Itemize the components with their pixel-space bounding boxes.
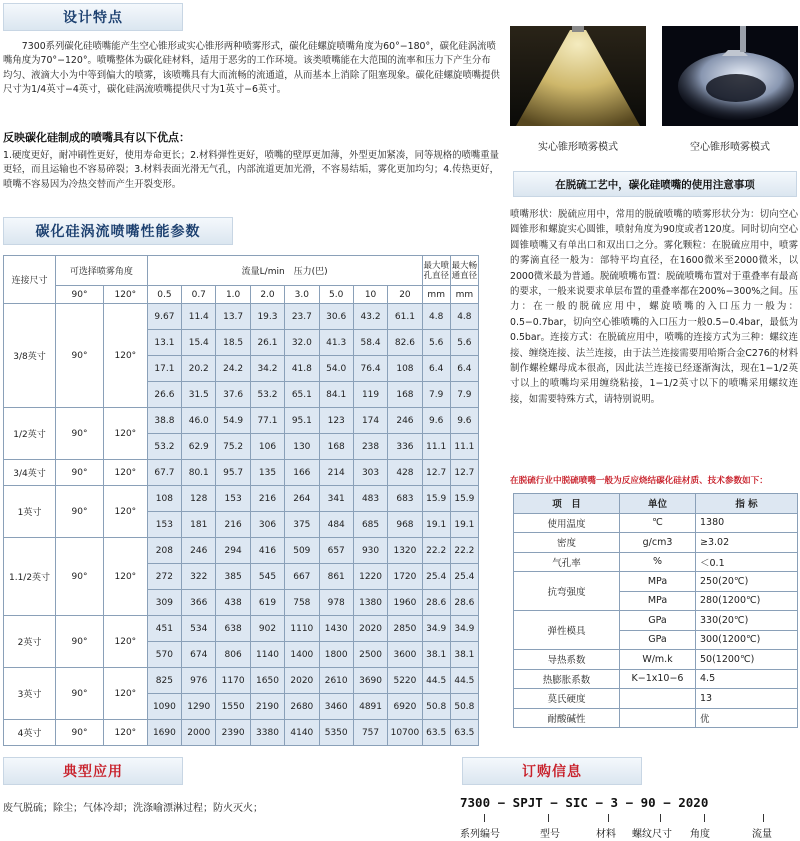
spec-unit: MPa xyxy=(620,591,696,611)
value-cell: 26.6 xyxy=(147,382,181,408)
value-cell: 15.9 xyxy=(422,486,450,512)
header-pressure: 1.0 xyxy=(216,286,250,304)
angle-120-cell: 120° xyxy=(103,616,147,668)
value-cell: 1690 xyxy=(147,720,181,746)
value-cell: 306 xyxy=(250,512,284,538)
value-cell: 1380 xyxy=(353,590,387,616)
table-row xyxy=(4,408,479,434)
value-cell: 4891 xyxy=(353,694,387,720)
size-cell: 1英寸 xyxy=(4,486,56,538)
value-cell: 38.8 xyxy=(147,408,181,434)
application-text: 废气脱硫；除尘；气体冷却；洗涤喻漂淋过程；防火灭火； xyxy=(3,803,263,814)
spec-value: 280(1200℃) xyxy=(696,591,798,611)
value-cell: 2610 xyxy=(319,668,353,694)
value-cell: 216 xyxy=(216,512,250,538)
value-cell: 67.7 xyxy=(147,460,181,486)
value-cell: 10700 xyxy=(388,720,422,746)
value-cell: 570 xyxy=(147,642,181,668)
value-cell: 9.6 xyxy=(422,408,450,434)
spec-value: 4.5 xyxy=(696,669,798,689)
value-cell: 18.5 xyxy=(216,330,250,356)
value-cell: 19.3 xyxy=(250,304,284,330)
spec-value: 330(20℃) xyxy=(696,611,798,631)
value-cell: 3460 xyxy=(319,694,353,720)
angle-90-cell: 90° xyxy=(56,538,104,616)
size-cell: 2英寸 xyxy=(4,616,56,668)
value-cell: 34.2 xyxy=(250,356,284,382)
angle-90-cell: 90° xyxy=(56,304,104,408)
spec-value: 50(1200℃) xyxy=(696,650,798,670)
header-max-hole: 最大喷孔直径 xyxy=(422,256,450,286)
value-cell: 119 xyxy=(353,382,387,408)
table-row xyxy=(4,616,479,642)
design-paragraph: 7300系列碳化硅喷嘴能产生空心锥形或实心锥形两种喷雾形式，碳化硅螺旋喷嘴角度为60°−180°，碳化硅涡流喷嘴角度为70°−120°。喷嘴整体为碳化硅材料，适用于恶劣的工作环境。该类喷嘴能在大范围的流率和压力下产生分布均匀、液滴大小为中等到偏大的喷雾，该喷嘴具有大而流畅的流通道，从而基本上消除了阻塞现象。碳化硅螺旋喷嘴提供尺寸为1/4英寸−4英寸，碳化硅涡流喷嘴提供尺寸为1英寸−6英寸。 xyxy=(3,41,500,96)
value-cell: 44.5 xyxy=(450,668,478,694)
value-cell: 5.6 xyxy=(422,330,450,356)
value-cell: 13.7 xyxy=(216,304,250,330)
value-cell: 1320 xyxy=(388,538,422,564)
value-cell: 58.4 xyxy=(353,330,387,356)
value-cell: 806 xyxy=(216,642,250,668)
value-cell: 238 xyxy=(353,434,387,460)
header-unit: mm xyxy=(450,286,478,304)
advantages-heading: 反映碳化硅制成的喷嘴具有以下优点： xyxy=(3,131,190,144)
advantages-paragraph: 1.硬度更好，耐冲刷性更好，使用寿命更长；2.材料弹性更好，喷嘴的壁厚更加薄，外型更加紧凑，同等规格的喷嘴重量更轻，而且运输也不容易碎裂；3.材料表面光滑无气孔，内部流道更加光滑，不容易结垢，雾化更加均匀；4.传热更好，喷嘴不容易因为冷热交替而产生开裂变形。 xyxy=(3,150,500,190)
value-cell: 12.7 xyxy=(450,460,478,486)
value-cell: 1720 xyxy=(388,564,422,590)
value-cell: 6.4 xyxy=(450,356,478,382)
value-cell: 1140 xyxy=(250,642,284,668)
value-cell: 5.6 xyxy=(450,330,478,356)
value-cell: 976 xyxy=(182,668,216,694)
value-cell: 41.3 xyxy=(319,330,353,356)
header-angle-120: 120° xyxy=(103,286,147,304)
size-cell: 3/8英寸 xyxy=(4,304,56,408)
spec-row xyxy=(514,689,798,709)
value-cell: 6920 xyxy=(388,694,422,720)
value-cell: 3380 xyxy=(250,720,284,746)
application-banner: 典型应用 xyxy=(3,757,183,785)
value-cell: 509 xyxy=(285,538,319,564)
value-cell: 84.1 xyxy=(319,382,353,408)
value-cell: 168 xyxy=(388,382,422,408)
value-cell: 375 xyxy=(285,512,319,538)
order-tick xyxy=(548,814,549,822)
order-label-series: 系列编号 xyxy=(460,829,500,840)
value-cell: 181 xyxy=(182,512,216,538)
spec-unit xyxy=(620,708,696,728)
header-pressure: 5.0 xyxy=(319,286,353,304)
spec-unit: GPa xyxy=(620,611,696,631)
value-cell: 1170 xyxy=(216,668,250,694)
value-cell: 1430 xyxy=(319,616,353,642)
angle-90-cell: 90° xyxy=(56,616,104,668)
angle-120-cell: 120° xyxy=(103,304,147,408)
value-cell: 5220 xyxy=(388,668,422,694)
header-pressure: 3.0 xyxy=(285,286,319,304)
value-cell: 153 xyxy=(147,512,181,538)
header-pressure: 0.7 xyxy=(182,286,216,304)
spec-row xyxy=(514,552,798,572)
spec-item: 密度 xyxy=(514,533,620,553)
header-angle-90: 90° xyxy=(56,286,104,304)
value-cell: 75.2 xyxy=(216,434,250,460)
value-cell: 65.1 xyxy=(285,382,319,408)
value-cell: 366 xyxy=(182,590,216,616)
spec-row xyxy=(514,513,798,533)
value-cell: 22.2 xyxy=(450,538,478,564)
performance-banner: 碳化硅涡流喷嘴性能参数 xyxy=(3,217,233,245)
size-cell: 1.1/2英寸 xyxy=(4,538,56,616)
spec-unit xyxy=(620,689,696,709)
value-cell: 902 xyxy=(250,616,284,642)
value-cell: 428 xyxy=(388,460,422,486)
value-cell: 246 xyxy=(388,408,422,434)
value-cell: 638 xyxy=(216,616,250,642)
order-code: 7300 − SPJT − SIC − 3 − 90 − 2020 xyxy=(460,795,709,810)
spec-row xyxy=(514,650,798,670)
value-cell: 38.1 xyxy=(450,642,478,668)
value-cell: 978 xyxy=(319,590,353,616)
value-cell: 3600 xyxy=(388,642,422,668)
value-cell: 416 xyxy=(250,538,284,564)
order-tick xyxy=(704,814,705,822)
value-cell: 34.9 xyxy=(450,616,478,642)
value-cell: 80.1 xyxy=(182,460,216,486)
value-cell: 2390 xyxy=(216,720,250,746)
design-banner: 设计特点 xyxy=(3,3,183,31)
spec-header-item: 项 目 xyxy=(514,494,620,514)
value-cell: 930 xyxy=(353,538,387,564)
value-cell: 3690 xyxy=(353,668,387,694)
notes-title: 在脱硫工艺中，碳化硅喷嘴的使用注意事项 xyxy=(513,171,797,197)
value-cell: 322 xyxy=(182,564,216,590)
value-cell: 619 xyxy=(250,590,284,616)
spec-value: 300(1200℃) xyxy=(696,630,798,650)
value-cell: 272 xyxy=(147,564,181,590)
value-cell: 77.1 xyxy=(250,408,284,434)
value-cell: 53.2 xyxy=(147,434,181,460)
spec-title: 在脱硫行业中脱硫喷嘴一般为反应烧结碳化硅材质、技术参数如下： xyxy=(510,476,768,486)
value-cell: 438 xyxy=(216,590,250,616)
value-cell: 31.5 xyxy=(182,382,216,408)
order-tick xyxy=(660,814,661,822)
value-cell: 1090 xyxy=(147,694,181,720)
value-cell: 2680 xyxy=(285,694,319,720)
value-cell: 2020 xyxy=(285,668,319,694)
value-cell: 1960 xyxy=(388,590,422,616)
value-cell: 861 xyxy=(319,564,353,590)
solid-cone-caption: 实心锥形喷雾模式 xyxy=(538,142,618,153)
header-max-pass: 最大畅通直径 xyxy=(450,256,478,286)
spec-row xyxy=(514,669,798,689)
value-cell: 1290 xyxy=(182,694,216,720)
spec-row xyxy=(514,708,798,728)
value-cell: 4140 xyxy=(285,720,319,746)
spec-unit: GPa xyxy=(620,630,696,650)
value-cell: 825 xyxy=(147,668,181,694)
value-cell: 674 xyxy=(182,642,216,668)
value-cell: 385 xyxy=(216,564,250,590)
notes-paragraph: 喷嘴形状：脱硫应用中，常用的脱硫喷嘴的喷雾形状分为：切向空心圆锥形和螺旋实心圆锥，喷射角度为90度或者120度。同时切向空心圆锥喷嘴又有单出口和双出口之分。雾化颗粒：在脱硫应用中，喷雾的雾滴直径一般为：部特平均直径，在1600微米至2000微米，以2000微米最为普通。脱硫喷嘴布置：脱硫喷嘴布置对于重叠率有最高的要求，一般来说要求单层布置的重叠率都在200%−300%之间。压力：在一般的脱硫应用中，螺旋喷嘴的入口压力一般为：0.5−0.7bar，切向空心锥喷嘴的入口压力一般0.5−0.4bar，最低为0.5bar。连接方式：在脱硫应用中，喷嘴的连接方式为三种：螺纹连接、缠绕连接、法兰连接，由于法兰连接需要用哈斯合金C276的材料制作螺栓螺母成本很高，因此法兰连接已经逐渐淘汰，现在1−1/2英寸以上的喷嘴均采用缠绕粘接，1−1/2英寸以下的喷嘴采用螺纹连接，如需要特殊方式，请特别说明。 xyxy=(510,209,798,405)
value-cell: 7.9 xyxy=(450,382,478,408)
spec-value: ≥3.02 xyxy=(696,533,798,553)
size-cell: 3英寸 xyxy=(4,668,56,720)
value-cell: 17.1 xyxy=(147,356,181,382)
order-tick xyxy=(484,814,485,822)
value-cell: 54.0 xyxy=(319,356,353,382)
value-cell: 95.7 xyxy=(216,460,250,486)
value-cell: 174 xyxy=(353,408,387,434)
header-flow: 流量L/min 压力(巴) xyxy=(147,256,422,286)
spec-item: 弹性模具 xyxy=(514,611,620,650)
header-pressure: 0.5 xyxy=(147,286,181,304)
value-cell: 30.6 xyxy=(319,304,353,330)
value-cell: 294 xyxy=(216,538,250,564)
value-cell: 46.0 xyxy=(182,408,216,434)
spec-unit: g/cm3 xyxy=(620,533,696,553)
value-cell: 5350 xyxy=(319,720,353,746)
value-cell: 1800 xyxy=(319,642,353,668)
spec-unit: ℃ xyxy=(620,513,696,533)
value-cell: 53.2 xyxy=(250,382,284,408)
spec-value: 1380 xyxy=(696,513,798,533)
value-cell: 41.8 xyxy=(285,356,319,382)
value-cell: 216 xyxy=(250,486,284,512)
value-cell: 303 xyxy=(353,460,387,486)
value-cell: 37.6 xyxy=(216,382,250,408)
spec-row xyxy=(514,572,798,592)
value-cell: 309 xyxy=(147,590,181,616)
hollow-cone-caption: 空心锥形喷雾模式 xyxy=(690,142,770,153)
value-cell: 76.4 xyxy=(353,356,387,382)
performance-table xyxy=(3,255,479,746)
value-cell: 50.8 xyxy=(422,694,450,720)
angle-120-cell: 120° xyxy=(103,408,147,460)
value-cell: 63.5 xyxy=(450,720,478,746)
spec-item: 气孔率 xyxy=(514,552,620,572)
order-label-angle: 角度 xyxy=(690,829,710,840)
value-cell: 50.8 xyxy=(450,694,478,720)
spec-item: 热膨胀系数 xyxy=(514,669,620,689)
header-pressure: 20 xyxy=(388,286,422,304)
value-cell: 62.9 xyxy=(182,434,216,460)
value-cell: 4.8 xyxy=(450,304,478,330)
value-cell: 214 xyxy=(319,460,353,486)
value-cell: 11.4 xyxy=(182,304,216,330)
spec-row xyxy=(514,533,798,553)
value-cell: 38.1 xyxy=(422,642,450,668)
header-unit: mm xyxy=(422,286,450,304)
order-tick xyxy=(763,814,764,822)
spec-value: 13 xyxy=(696,689,798,709)
value-cell: 545 xyxy=(250,564,284,590)
value-cell: 336 xyxy=(388,434,422,460)
spec-header-unit: 单位 xyxy=(620,494,696,514)
order-label-flow: 流量 xyxy=(752,829,772,840)
table-row xyxy=(4,668,479,694)
value-cell: 63.5 xyxy=(422,720,450,746)
value-cell: 54.9 xyxy=(216,408,250,434)
value-cell: 341 xyxy=(319,486,353,512)
angle-90-cell: 90° xyxy=(56,668,104,720)
value-cell: 1400 xyxy=(285,642,319,668)
value-cell: 758 xyxy=(285,590,319,616)
value-cell: 264 xyxy=(285,486,319,512)
value-cell: 534 xyxy=(182,616,216,642)
value-cell: 19.1 xyxy=(450,512,478,538)
spec-value: ＜0.1 xyxy=(696,552,798,572)
spec-unit: W/m.k xyxy=(620,650,696,670)
value-cell: 11.1 xyxy=(450,434,478,460)
value-cell: 6.4 xyxy=(422,356,450,382)
angle-120-cell: 120° xyxy=(103,460,147,486)
spec-item: 耐酸碱性 xyxy=(514,708,620,728)
value-cell: 9.6 xyxy=(450,408,478,434)
spec-unit: K−1x10−6 xyxy=(620,669,696,689)
value-cell: 1110 xyxy=(285,616,319,642)
value-cell: 484 xyxy=(319,512,353,538)
table-row xyxy=(4,486,479,512)
value-cell: 12.7 xyxy=(422,460,450,486)
value-cell: 43.2 xyxy=(353,304,387,330)
value-cell: 82.6 xyxy=(388,330,422,356)
solid-cone-spray-photo xyxy=(510,26,646,126)
value-cell: 2020 xyxy=(353,616,387,642)
value-cell: 135 xyxy=(250,460,284,486)
value-cell: 24.2 xyxy=(216,356,250,382)
value-cell: 483 xyxy=(353,486,387,512)
spec-item: 抗弯强度 xyxy=(514,572,620,611)
spec-header-value: 指 标 xyxy=(696,494,798,514)
order-label-material: 材料 xyxy=(596,829,616,840)
value-cell: 685 xyxy=(353,512,387,538)
value-cell: 153 xyxy=(216,486,250,512)
size-cell: 4英寸 xyxy=(4,720,56,746)
value-cell: 2190 xyxy=(250,694,284,720)
performance-body xyxy=(4,304,479,746)
value-cell: 61.1 xyxy=(388,304,422,330)
value-cell: 2000 xyxy=(182,720,216,746)
value-cell: 246 xyxy=(182,538,216,564)
value-cell: 11.1 xyxy=(422,434,450,460)
spec-row xyxy=(514,611,798,631)
value-cell: 451 xyxy=(147,616,181,642)
value-cell: 757 xyxy=(353,720,387,746)
value-cell: 26.1 xyxy=(250,330,284,356)
header-pressure: 10 xyxy=(353,286,387,304)
angle-90-cell: 90° xyxy=(56,486,104,538)
value-cell: 106 xyxy=(250,434,284,460)
spec-value: 250(20℃) xyxy=(696,572,798,592)
value-cell: 168 xyxy=(319,434,353,460)
header-pressure: 2.0 xyxy=(250,286,284,304)
spec-table xyxy=(513,493,798,728)
value-cell: 15.9 xyxy=(450,486,478,512)
value-cell: 2500 xyxy=(353,642,387,668)
value-cell: 25.4 xyxy=(450,564,478,590)
spec-item: 导热系数 xyxy=(514,650,620,670)
value-cell: 32.0 xyxy=(285,330,319,356)
value-cell: 19.1 xyxy=(422,512,450,538)
value-cell: 9.67 xyxy=(147,304,181,330)
value-cell: 130 xyxy=(285,434,319,460)
value-cell: 25.4 xyxy=(422,564,450,590)
table-row xyxy=(4,304,479,330)
value-cell: 13.1 xyxy=(147,330,181,356)
spec-item: 使用温度 xyxy=(514,513,620,533)
angle-90-cell: 90° xyxy=(56,460,104,486)
value-cell: 1220 xyxy=(353,564,387,590)
value-cell: 15.4 xyxy=(182,330,216,356)
value-cell: 683 xyxy=(388,486,422,512)
value-cell: 667 xyxy=(285,564,319,590)
value-cell: 108 xyxy=(147,486,181,512)
order-banner: 订购信息 xyxy=(462,757,642,785)
spec-unit: % xyxy=(620,552,696,572)
value-cell: 23.7 xyxy=(285,304,319,330)
order-label-model: 型号 xyxy=(540,829,560,840)
value-cell: 22.2 xyxy=(422,538,450,564)
size-cell: 3/4英寸 xyxy=(4,460,56,486)
header-angle: 可选择喷雾角度 xyxy=(56,256,148,286)
value-cell: 28.6 xyxy=(450,590,478,616)
value-cell: 208 xyxy=(147,538,181,564)
angle-120-cell: 120° xyxy=(103,538,147,616)
table-row xyxy=(4,538,479,564)
value-cell: 108 xyxy=(388,356,422,382)
order-label-thread: 螺纹尺寸 xyxy=(632,829,672,840)
value-cell: 128 xyxy=(182,486,216,512)
angle-90-cell: 90° xyxy=(56,720,104,746)
spec-value: 优 xyxy=(696,708,798,728)
value-cell: 123 xyxy=(319,408,353,434)
table-row xyxy=(4,460,479,486)
angle-120-cell: 120° xyxy=(103,720,147,746)
angle-120-cell: 120° xyxy=(103,668,147,720)
value-cell: 4.8 xyxy=(422,304,450,330)
size-cell: 1/2英寸 xyxy=(4,408,56,460)
value-cell: 657 xyxy=(319,538,353,564)
value-cell: 1650 xyxy=(250,668,284,694)
spec-body xyxy=(514,513,798,728)
header-size: 连接尺寸 xyxy=(4,256,56,304)
value-cell: 34.9 xyxy=(422,616,450,642)
angle-90-cell: 90° xyxy=(56,408,104,460)
order-tick xyxy=(608,814,609,822)
value-cell: 20.2 xyxy=(182,356,216,382)
value-cell: 1550 xyxy=(216,694,250,720)
spec-unit: MPa xyxy=(620,572,696,592)
value-cell: 28.6 xyxy=(422,590,450,616)
value-cell: 7.9 xyxy=(422,382,450,408)
value-cell: 95.1 xyxy=(285,408,319,434)
angle-120-cell: 120° xyxy=(103,486,147,538)
table-row xyxy=(4,720,479,746)
value-cell: 44.5 xyxy=(422,668,450,694)
value-cell: 2850 xyxy=(388,616,422,642)
spec-item: 莫氏硬度 xyxy=(514,689,620,709)
value-cell: 166 xyxy=(285,460,319,486)
hollow-cone-spray-photo xyxy=(662,26,798,126)
value-cell: 968 xyxy=(388,512,422,538)
